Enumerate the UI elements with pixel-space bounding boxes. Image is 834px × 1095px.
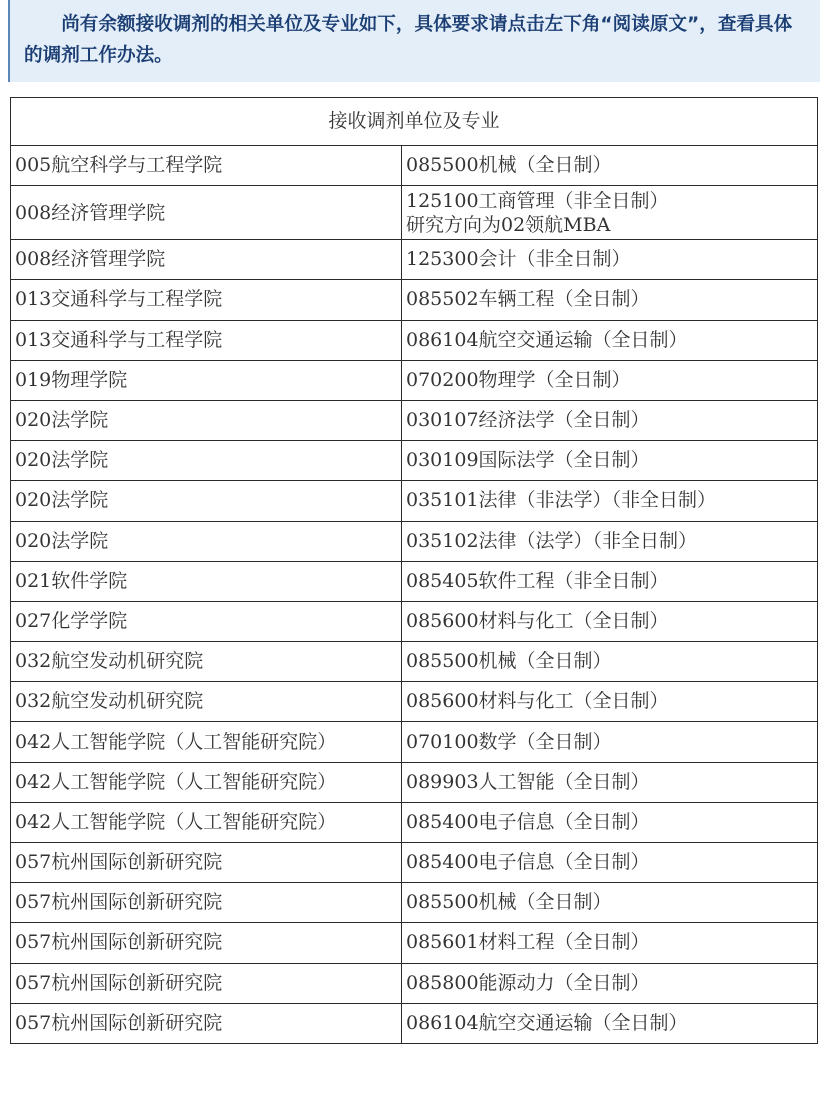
unit-cell: 020法学院: [11, 521, 402, 561]
table-row: [11, 186, 818, 240]
major-cell: 035102法律（法学）（非全日制）: [402, 521, 818, 561]
major-cell: 085500机械（全日制）: [402, 146, 818, 186]
table-row: [11, 601, 818, 641]
table-row: [11, 320, 818, 360]
unit-cell: 057杭州国际创新研究院: [11, 883, 402, 923]
major-cell: [402, 186, 818, 240]
notice-banner: [8, 0, 820, 82]
unit-cell: 042人工智能学院（人工智能研究院）: [11, 722, 402, 762]
unit-cell: 042人工智能学院（人工智能研究院）: [11, 802, 402, 842]
unit-cell: 057杭州国际创新研究院: [11, 843, 402, 883]
table-row: [11, 802, 818, 842]
major-cell: 086104航空交通运输（全日制）: [402, 1003, 818, 1043]
table-row: [11, 280, 818, 320]
unit-cell: 057杭州国际创新研究院: [11, 1003, 402, 1043]
major-cell: 085601材料工程（全日制）: [402, 923, 818, 963]
major-cell: 085400电子信息（全日制）: [402, 843, 818, 883]
major-cell: 085600材料与化工（全日制）: [402, 682, 818, 722]
major-cell: 070100数学（全日制）: [402, 722, 818, 762]
major-cell: 089903人工智能（全日制）: [402, 762, 818, 802]
unit-cell: 020法学院: [11, 481, 402, 521]
unit-cell: 027化学学院: [11, 601, 402, 641]
table-header: 接收调剂单位及专业: [11, 98, 818, 146]
table-row: [11, 1003, 818, 1043]
table-row: [11, 360, 818, 400]
major-cell: 030107经济法学（全日制）: [402, 400, 818, 440]
unit-cell: 005航空科学与工程学院: [11, 146, 402, 186]
major-cell: 085502车辆工程（全日制）: [402, 280, 818, 320]
adjustment-table: [10, 97, 818, 1044]
table-row: [11, 682, 818, 722]
major-note: 研究方向为02领航MBA: [406, 213, 611, 236]
unit-cell: 032航空发动机研究院: [11, 682, 402, 722]
major-cell: 086104航空交通运输（全日制）: [402, 320, 818, 360]
major-cell: 030109国际法学（全日制）: [402, 441, 818, 481]
unit-cell: 032航空发动机研究院: [11, 642, 402, 682]
major-cell: 085500机械（全日制）: [402, 883, 818, 923]
unit-cell: 013交通科学与工程学院: [11, 280, 402, 320]
major-cell: 085800能源动力（全日制）: [402, 963, 818, 1003]
major-cell: 085600材料与化工（全日制）: [402, 601, 818, 641]
table-row: [11, 963, 818, 1003]
major-cell: 085400电子信息（全日制）: [402, 802, 818, 842]
unit-cell: 057杭州国际创新研究院: [11, 963, 402, 1003]
table-row: [11, 481, 818, 521]
table-row: [11, 762, 818, 802]
table-row: [11, 883, 818, 923]
unit-cell: 020法学院: [11, 441, 402, 481]
table-row: [11, 441, 818, 481]
table-row: [11, 843, 818, 883]
major-cell: 125300会计（非全日制）: [402, 240, 818, 280]
unit-cell: 042人工智能学院（人工智能研究院）: [11, 762, 402, 802]
table-row: [11, 722, 818, 762]
major-cell: 085500机械（全日制）: [402, 642, 818, 682]
table-row: [11, 923, 818, 963]
unit-cell: 057杭州国际创新研究院: [11, 923, 402, 963]
unit-cell: 019物理学院: [11, 360, 402, 400]
major-name: 125100工商管理（非全日制）: [406, 189, 669, 212]
unit-cell: 008经济管理学院: [11, 240, 402, 280]
major-cell: 070200物理学（全日制）: [402, 360, 818, 400]
table-row: [11, 642, 818, 682]
unit-cell: 020法学院: [11, 400, 402, 440]
table-header-row: [11, 98, 818, 146]
unit-cell: 008经济管理学院: [11, 186, 402, 240]
notice-text: 尚有余额接收调剂的相关单位及专业如下，具体要求请点击左下角“阅读原文”，查看具体的调剂工作办法。: [24, 14, 793, 66]
table-row: [11, 146, 818, 186]
unit-cell: 021软件学院: [11, 561, 402, 601]
table-row: [11, 400, 818, 440]
major-cell: 085405软件工程（非全日制）: [402, 561, 818, 601]
table-row: [11, 240, 818, 280]
unit-cell: 013交通科学与工程学院: [11, 320, 402, 360]
major-cell: 035101法律（非法学）（非全日制）: [402, 481, 818, 521]
table-row: [11, 521, 818, 561]
table-row: [11, 561, 818, 601]
